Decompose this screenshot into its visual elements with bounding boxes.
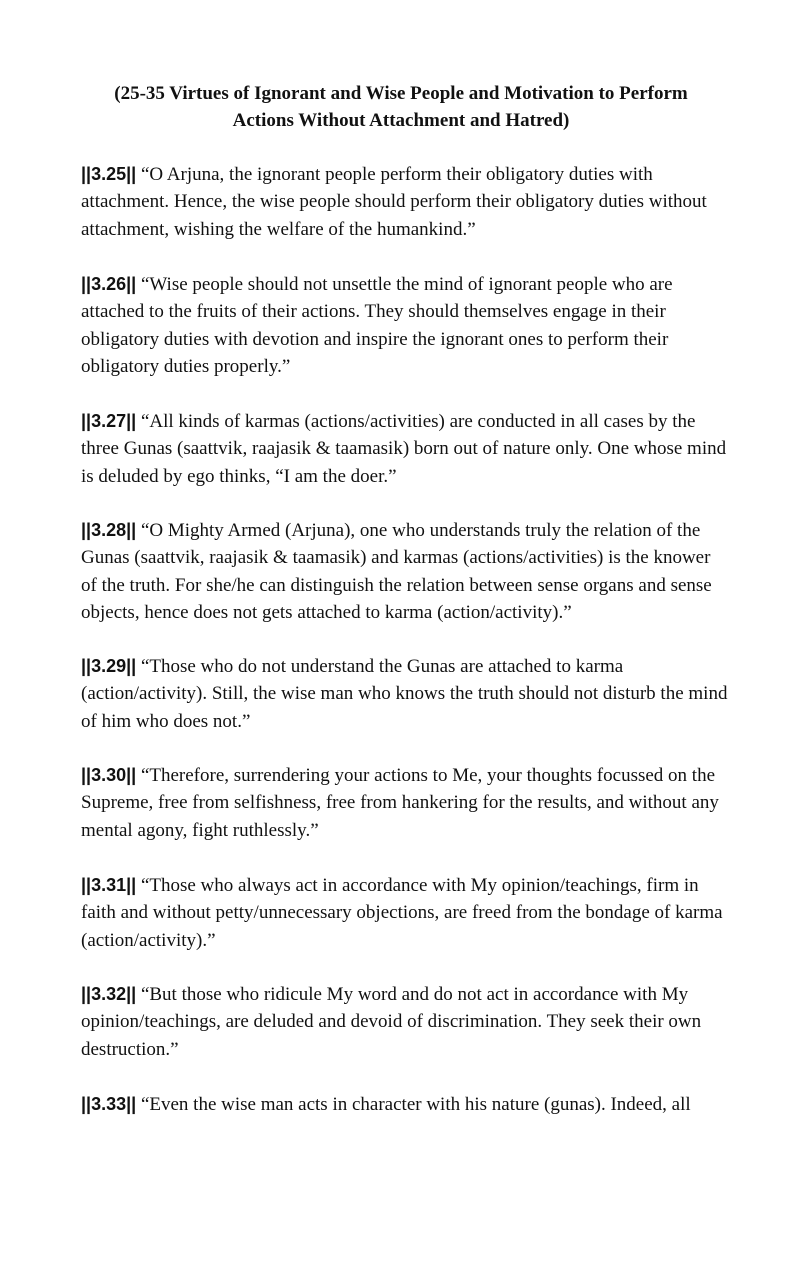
verse-text: “Even the wise man acts in character with his nature (gunas). Indeed, all bbox=[136, 1094, 691, 1115]
verse-3-25 bbox=[81, 161, 731, 243]
verse-text: “But those who ridicule My word and do not act in accordance with My opinion/teachings, are deluded and devoid of discrimination. They seek their own destruction.” bbox=[81, 984, 702, 1060]
verse-number: ||3.31|| bbox=[81, 875, 137, 895]
verse-number: ||3.32|| bbox=[81, 984, 137, 1004]
verse-3-29 bbox=[81, 653, 731, 735]
verse-text: “Those who always act in accordance with My opinion/teachings, firm in faith and without petty/unnecessary objections, are freed from the bondage of karma (action/activity).” bbox=[81, 875, 723, 951]
verse-number: ||3.33|| bbox=[81, 1094, 137, 1114]
verse-3-31 bbox=[81, 872, 731, 954]
verse-3-28 bbox=[81, 517, 731, 627]
verse-text: “Those who do not understand the Gunas are attached to karma (action/activity). Still, the wise man who knows the truth should not disturb the mind of him who does not.” bbox=[81, 656, 728, 732]
verse-number: ||3.29|| bbox=[81, 656, 137, 676]
verse-3-33 bbox=[81, 1091, 731, 1118]
verse-number: ||3.26|| bbox=[81, 274, 137, 294]
section-heading-line-2: Actions Without Attachment and Hatred) bbox=[232, 110, 570, 131]
verse-text: “Therefore, surrendering your actions to Me, your thoughts focussed on the Supreme, free from selfishness, free from hankering for the results, and without any mental agony, fight ruthlessly.” bbox=[81, 765, 719, 841]
verse-number: ||3.28|| bbox=[81, 520, 137, 540]
verse-3-32 bbox=[81, 981, 731, 1063]
verse-text: “O Mighty Armed (Arjuna), one who understands truly the relation of the Gunas (saattvik, raajasik & taamasik) and karmas (actions/activities) is the knower of the truth. For she/he can distinguish the relation between sense organs and sense objects, hence does not gets attached to karma (action/activity).” bbox=[81, 520, 712, 624]
verse-number: ||3.25|| bbox=[81, 164, 137, 184]
verse-text: “Wise people should not unsettle the mind of ignorant people who are attached to the fruits of their actions. They should themselves engage in their obligatory duties with devotion and inspire the ignorant ones to perform their obligatory duties properly.” bbox=[81, 274, 673, 378]
verse-3-30 bbox=[81, 762, 731, 844]
verse-3-27 bbox=[81, 408, 731, 490]
verse-number: ||3.30|| bbox=[81, 765, 137, 785]
verse-text: “O Arjuna, the ignorant people perform their obligatory duties with attachment. Hence, the wise people should perform their obligatory duties without attachment, wishing the welfare of the humankind.” bbox=[81, 164, 707, 240]
verse-3-26 bbox=[81, 271, 731, 381]
section-heading bbox=[60, 80, 742, 134]
section-heading-line-1: (25-35 Virtues of Ignorant and Wise People and Motivation to Perform bbox=[114, 83, 688, 104]
verse-number: ||3.27|| bbox=[81, 411, 137, 431]
verse-text: “All kinds of karmas (actions/activities) are conducted in all cases by the three Gunas (saattvik, raajasik & taamasik) born out of nature only. One whose mind is deluded by ego thinks, “I am the doer.” bbox=[81, 411, 727, 487]
